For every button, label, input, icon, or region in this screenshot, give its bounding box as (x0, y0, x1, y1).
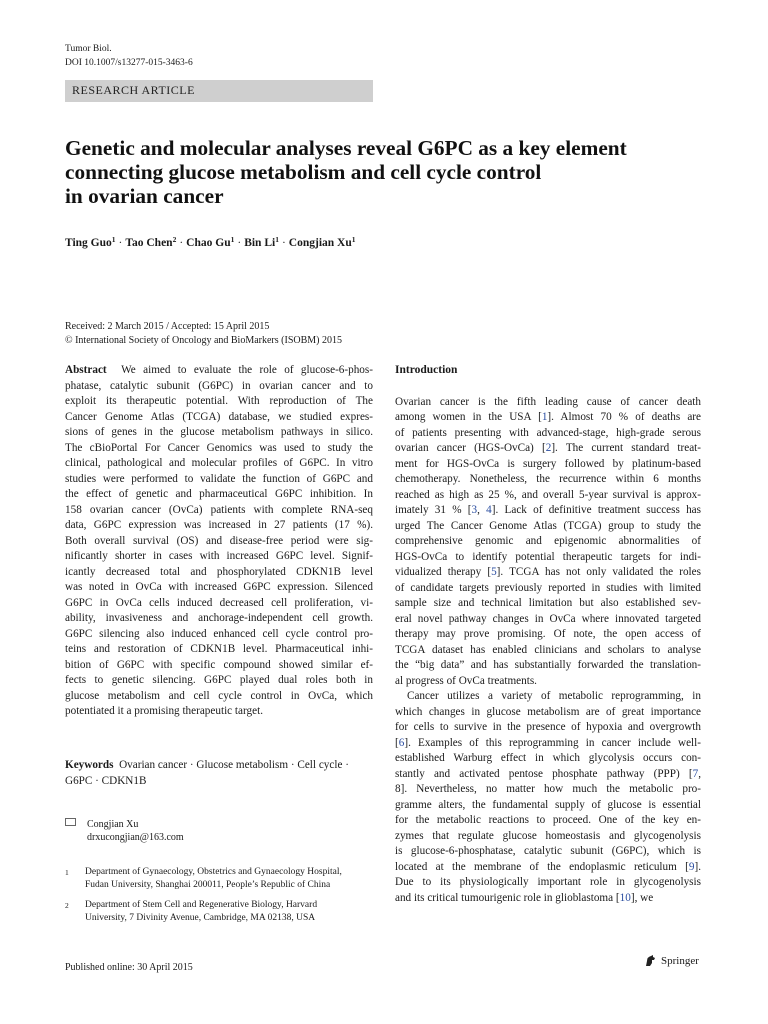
affiliation (65, 899, 317, 925)
keywords (65, 758, 373, 789)
journal-header (65, 42, 193, 70)
text-line: icantly decreased total and phosphorylated CDKN1B level (65, 565, 373, 578)
text-line: therapy may prove promising. Of note, the open access of (395, 628, 701, 640)
text-line: glucose metabolism and cell cycle control in OvCa, which (65, 689, 373, 702)
text-line: located at the membrane of the endoplasmic reticulum [9]. (395, 860, 701, 873)
text-line: Ovarian cancer is the fifth leading cause of cancer death (395, 395, 701, 408)
text-line: zymes that regulate glucose homeostasis and glycogenolysis (395, 829, 701, 842)
text-line: urged The Cancer Genome Atlas (TCGA) group to study the (395, 519, 701, 532)
affiliation-line: Department of Gynaecology, Obstetrics and Gynaecology Hospital, (85, 867, 342, 877)
citation-link[interactable]: 3 (471, 504, 478, 516)
text-line: the “big data” and has substantially forwarded the translation- (395, 659, 701, 671)
text-line: of patients presenting with advanced-stage, high-grade serous (395, 426, 701, 439)
envelope-icon (65, 818, 76, 826)
affiliation-line: University, 7 Divinity Avenue, Cambridge, MA 02138, USA (85, 913, 316, 923)
text-line: nificantly shorter in cases with increased G6PC level. Signif- (65, 550, 373, 562)
citation-link[interactable]: 2 (545, 442, 552, 454)
text-line: vidualized therapy [5]. TCGA has not only validated the roles (395, 566, 701, 578)
text-line: 8]. Nevertheless, no matter how much the metabolic pro- (395, 783, 701, 795)
article-type-banner: RESEARCH ARTICLE (65, 80, 373, 102)
section-heading: Introduction (395, 364, 458, 376)
text-line: reached as high as 25 %, and overall 5-year survival is approx- (395, 488, 701, 501)
text-line: potentiated it a promising therapeutic target. (65, 705, 263, 717)
text-line: ability, invasiveness and anchorage-independent cell growth. (65, 612, 373, 624)
affiliation-line: Fudan University, Shanghai 200011, People’s Republic of China (85, 880, 331, 890)
text-line: which changes in glucose metabolism are of great importance (395, 705, 701, 718)
text-line: for the metabolic reactions to proceed. One of the key en- (395, 814, 701, 826)
citation-link[interactable]: 5 (491, 566, 497, 578)
keywords-label: Keywords (65, 759, 114, 771)
text-line: al progress of OvCa treatments. (395, 674, 537, 687)
author-name[interactable]: Ting Guo$^1$ (65, 235, 116, 249)
author-affiliation-mark: 1 (230, 235, 235, 244)
text-line: Both overall survival (OS) and disease-free period were sig- (65, 534, 373, 547)
author-affiliation-mark: 1 (351, 235, 356, 244)
text-line: HGS-OvCa to identify potential therapeutic targets for indi- (395, 550, 701, 563)
text-line: Due to its physiologically important role in glycogenolysis (395, 876, 701, 888)
springer-horse-icon (643, 954, 657, 968)
affiliation-number: 2 (65, 901, 69, 910)
citation-link[interactable]: 4 (486, 504, 492, 516)
text-line: comprehensive genomic and epigenomic abnormalities of (395, 535, 701, 547)
text-line: 158 ovarian cancer (OvCa) patients with complete RNA-seq (65, 503, 373, 516)
text-line: Cancer utilizes a variety of metabolic reprogramming, in (407, 690, 701, 702)
contact-email[interactable]: drxucongjian@163.com (87, 832, 184, 843)
article-title (65, 136, 705, 208)
affiliation (65, 866, 342, 892)
keywords-line: G6PC · CDKN1B (65, 774, 147, 787)
introduction-section (395, 363, 701, 906)
received-dates: Received: 2 March 2015 / Accepted: 15 April 2015 (65, 321, 270, 332)
keywords-line: Ovarian cancer · Glucose metabolism · Cell cycle · (119, 759, 349, 771)
author-name[interactable]: Bin Li$^1$ (244, 235, 279, 249)
author-affiliation-mark: 1 (275, 235, 279, 244)
publisher-name: Springer (661, 955, 699, 967)
contact-name: Congjian Xu (87, 819, 139, 830)
citation-link[interactable]: 9 (688, 860, 695, 873)
text-line: for cells to survive in the presence of hypoxia and overgrowth (395, 721, 701, 733)
text-line: exploit its therapeutic potential. With reproduction of The (65, 395, 373, 407)
text-line: studies were performed to validate the function of G6PC and (65, 472, 373, 485)
citation-link[interactable]: 7 (692, 767, 699, 780)
author-affiliation-mark: 1 (111, 235, 116, 244)
citation-link[interactable]: 6 (398, 736, 405, 749)
published-date: Published online: 30 April 2015 (65, 962, 193, 973)
text-line: [6]. Examples of this reprogramming in cancer include well- (395, 736, 701, 749)
text-line: established Warburg effect in which glycolysis occurs con- (395, 752, 701, 764)
abstract-label: Abstract (65, 364, 107, 376)
text-line: the effect of genetic and pharmaceutical G6PC inhibition. In (65, 488, 373, 500)
text-line: ment for HGS-OvCa is surgery followed by platinum-based (395, 457, 701, 470)
text-line: The cBioPortal For Cancer Genomics was used to study the (65, 441, 373, 454)
received-info (65, 320, 342, 348)
text-line: among women in the USA [1]. Almost 70 % of deaths are (395, 411, 702, 423)
text-line: chemotherapy. Nonetheless, the recurrence within 6 months (395, 473, 701, 485)
text-line: G6PC in OvCa cells induced decreased cell proliferation, vi- (65, 596, 373, 609)
text-line: fects to genetic silencing. G6PC played dual roles both in (65, 674, 373, 686)
text-line: stantly and activated pentose phosphate pathway (PPP) [7, (395, 767, 701, 780)
paragraph (395, 689, 701, 906)
copyright-notice: © International Society of Oncology and BioMarkers (ISOBM) 2015 (65, 335, 342, 346)
title-line: Genetic and molecular analyses reveal G6PC as a key element (65, 136, 627, 160)
text-line: imately 31 % [3, 4]. Lack of definitive treatment success has (395, 504, 702, 516)
text-line: data, G6PC expression was increased in 27 patients (17 %). (65, 519, 373, 531)
author-name[interactable]: Tao Chen$^2$ (125, 235, 177, 249)
text-line: phatase, catalytic subunit (G6PC) in ovarian cancer and to (65, 379, 373, 392)
text-line: TCGA dataset has enabled clinicians and scholars to analyse (395, 643, 701, 656)
text-line: G6PC silencing also induced enhanced cell cycle control pro- (65, 627, 373, 640)
affiliation-number: 1 (65, 868, 69, 877)
text-line: was noted in OvCa with increased G6PC expression. Silenced (65, 581, 373, 593)
text-line: sions of genes in the glucose metabolism pathways in silico. (65, 426, 373, 438)
publisher-logo (643, 954, 699, 968)
citation-link[interactable]: 10 (619, 891, 631, 904)
author-affiliation-mark: 2 (172, 235, 177, 244)
journal-name: Tumor Biol. (65, 44, 112, 54)
author-list (65, 232, 356, 251)
author-separator: · (179, 237, 184, 249)
author-separator: · (118, 237, 123, 249)
author-separator: · (237, 237, 242, 249)
author-name[interactable]: Congjian Xu$^1$ (288, 235, 356, 249)
text-line: is glucose-6-phosphatase, catalytic subunit (G6PC), which is (395, 845, 701, 857)
corresponding-author (65, 818, 184, 844)
text-line: eral novel pathway changes in OvCa where innovated targeted (395, 612, 701, 625)
text-line: ovarian cancer (HGS-OvCa) [2]. The current standard treat- (395, 442, 701, 454)
text-line: clinical, pathological and molecular profiles of G6PC. In vitro (65, 457, 373, 469)
text-line: Abstract We aimed to evaluate the role of glucose-6-phos- (65, 364, 373, 376)
text-line: gramme alters, the fundamental supply of glucose is essential (395, 798, 701, 811)
text-line: Cancer Genome Atlas (TCGA) database, we studied expres- (65, 410, 373, 423)
affiliation-line: Department of Stem Cell and Regenerative Biology, Harvard (85, 900, 318, 910)
title-line: connecting glucose metabolism and cell cycle control (65, 160, 542, 184)
text-line: of candidate targets previously reported in studies with limited (395, 581, 701, 594)
author-name[interactable]: Chao Gu$^1$ (186, 235, 235, 249)
text-line: bition of G6PC with specific compound showed similar ef- (65, 658, 373, 671)
doi: DOI 10.1007/s13277-015-3463-6 (65, 58, 193, 68)
author-separator: · (281, 237, 286, 249)
text-line: teins and restoration of CDKN1B level. Pharmaceutical inhi- (65, 643, 373, 655)
abstract (65, 363, 373, 720)
paragraph (395, 395, 701, 690)
citation-link[interactable]: 1 (541, 411, 548, 423)
text-line: and its critical tumourigenic role in glioblastoma [10], we (395, 891, 654, 904)
title-line: in ovarian cancer (65, 184, 224, 208)
text-line: sample size and technical limitation but also established sev- (395, 597, 701, 609)
